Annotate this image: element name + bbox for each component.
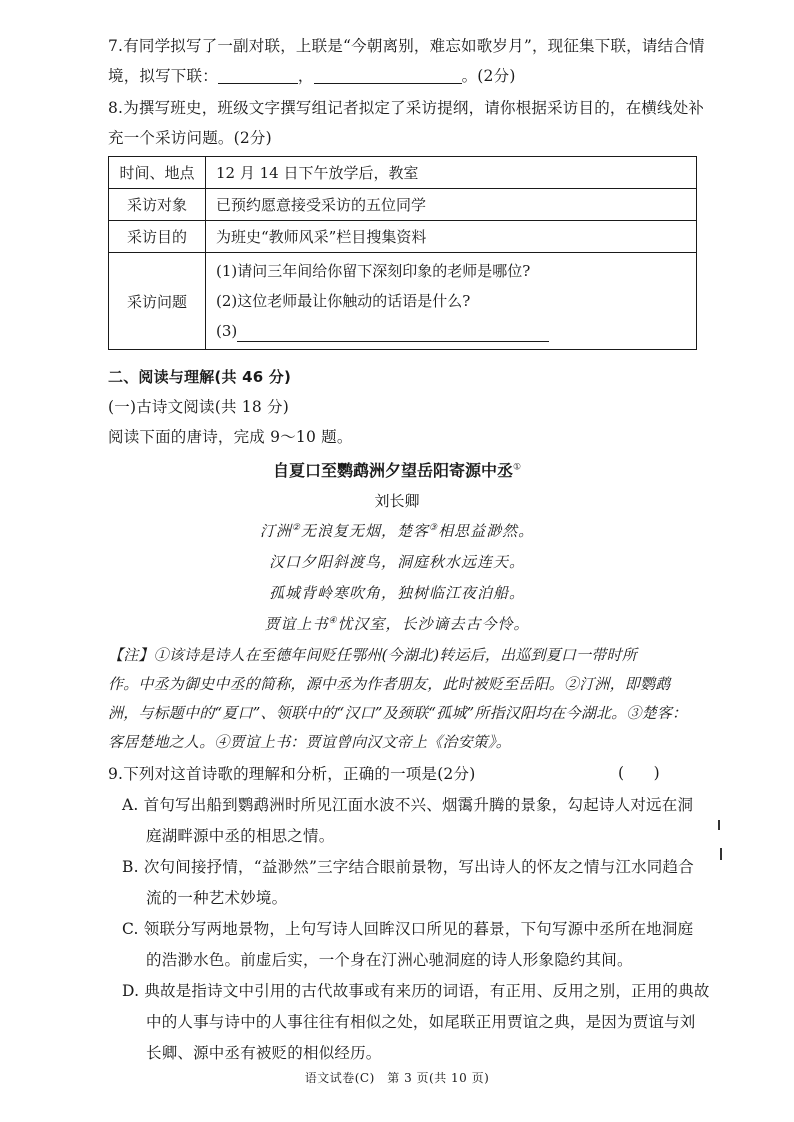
q8-line1: 8.为撰写班史，班级文字撰写组记者拟定了采访提纲，请你根据采访目的，在横线处补 [108, 99, 705, 117]
poem-text: 相思益渺然。 [438, 522, 535, 540]
scan-edge-mark [718, 820, 720, 830]
poem-text: 无浪复无烟，楚客 [300, 522, 429, 540]
q7-line1: 7.有同学拟写了一副对联，上联是“今朝离别，难忘如歌岁月”，现征集下联，请结合情 [108, 37, 705, 55]
table-label-cell: 采访对象 [109, 189, 206, 221]
q7-line2-suffix: 。(2分) [461, 67, 516, 85]
q9-option-b-line1[interactable]: B. 次句间接抒情，“益渺然”三字结合眼前景物，写出诗人的怀友之情与江水同趋合 [122, 858, 694, 876]
table-label-cell: 时间、地点 [109, 157, 206, 189]
poem-title [0, 458, 794, 481]
poem-text: 贾谊上书 [264, 615, 329, 633]
poem-line-2 [0, 551, 794, 572]
table-value-cell: 为班史“教师风采”栏目搜集资料 [206, 221, 697, 253]
section2-subheading: (一)古诗文阅读(共 18 分) [108, 398, 289, 416]
table-row [109, 157, 697, 189]
poem-author: 刘长卿 [374, 492, 420, 510]
poem-line-3 [0, 582, 794, 603]
note-line-3: 洲，与标题中的“夏口”、领联中的“汉口”及颈联“孤城”所指汉阳均在今湖北。③楚客： [108, 704, 688, 722]
q8-line2: 充一个采访问题。(2分) [108, 129, 272, 147]
q7-line2-mid: ， [297, 67, 314, 85]
poem-text: 孤城背岭寒吹角，独树临江夜泊船。 [268, 584, 525, 602]
interview-question-3 [216, 316, 686, 346]
q9-stem: 9.下列对这首诗歌的理解和分析，正确的一项是(2分) [108, 765, 476, 783]
note-line-1: 【注】①该诗是诗人在至德年间贬任鄂州(今湖北)转运后，出巡到夏口一带时所 [108, 646, 637, 664]
poem-title-text: 自夏口至鹦鹉洲夕望岳阳寄源中丞 [272, 461, 513, 480]
poem-note-mark: ③ [429, 523, 439, 533]
q9-option-d-line1[interactable]: D. 典故是指诗文中引用的古代故事或有来历的词语，有正用、反用之别，正用的典故 [122, 982, 710, 1000]
scan-edge-mark [720, 848, 722, 860]
poem-title-note-mark: ① [512, 462, 522, 473]
interview-question-1: (1)请问三年间给你留下深刻印象的老师是哪位? [216, 262, 531, 280]
q9-option-c-line1[interactable]: C. 领联分写两地景物，上句写诗人回眸汉口所见的暮景，下句写源中丞所在地洞庭 [122, 920, 694, 938]
interview-question-3-label: (3) [216, 322, 238, 340]
table-row [109, 221, 697, 253]
table-row [109, 253, 697, 350]
q7-line2 [108, 66, 516, 86]
table-label-cell: 采访问题 [109, 253, 206, 350]
note-line-2: 作。中丞为御史中丞的简称，源中丞为作者朋友，此时被贬至岳阳。②汀洲，即鹦鹉 [108, 675, 671, 693]
interview-question-2: (2)这位老师最让你触动的话语是什么? [216, 292, 471, 310]
poem-line-4 [0, 613, 794, 634]
poem-text: 汀洲 [259, 522, 292, 540]
poem-note-mark: ④ [328, 616, 338, 626]
q9-answer-paren[interactable]: ( ) [618, 764, 660, 782]
page-footer: 语文试卷(C) 第 3 页(共 10 页) [304, 1071, 490, 1085]
section2-heading: 二、阅读与理解(共 46 分) [108, 368, 292, 386]
interview-questions-cell [206, 253, 697, 350]
q9-option-c-line2: 的浩渺水色。前虚后实，一个身在汀洲心驰洞庭的诗人形象隐约其间。 [146, 951, 633, 969]
q9-option-a-line2: 庭湖畔源中丞的相思之情。 [146, 827, 335, 845]
poem-text: 汉口夕阳斜渡鸟，洞庭秋水远连天。 [268, 553, 525, 571]
poem-line-1 [0, 520, 794, 541]
q9-option-a-line1[interactable]: A. 首句写出船到鹦鹉洲时所见江面水波不兴、烟霭升腾的景象，勾起诗人对远在洞 [122, 796, 694, 814]
table-row [109, 189, 697, 221]
q7-line2-prefix: 境，拟写下联： [108, 67, 218, 85]
section2-instruction: 阅读下面的唐诗，完成 9～10 题。 [108, 428, 353, 446]
interview-outline-table [108, 156, 697, 350]
q9-option-d-line3: 长卿、源中丞有被贬的相似经历。 [146, 1044, 382, 1062]
table-value-cell: 12 月 14 日下午放学后，教室 [206, 157, 697, 189]
table-value-cell: 已预约愿意接受采访的五位同学 [206, 189, 697, 221]
q7-answer-blank-1[interactable] [218, 67, 298, 84]
poem-note-mark: ② [291, 523, 301, 533]
q7-answer-blank-2[interactable] [314, 67, 462, 84]
q9-option-b-line2: 流的一种艺术妙境。 [146, 889, 288, 907]
q9-option-d-line2: 中的人事与诗中的人事往往有相似之处，如尾联正用贾谊之典，是因为贾谊与刘 [146, 1013, 696, 1031]
poem-text: 忧汉室，长沙谪去古今怜。 [337, 615, 530, 633]
table-label-cell: 采访目的 [109, 221, 206, 253]
interview-question-3-blank[interactable] [237, 325, 549, 342]
note-line-4: 客居楚地之人。④贾谊上书：贾谊曾向汉文帝上《治安策》。 [108, 733, 511, 751]
